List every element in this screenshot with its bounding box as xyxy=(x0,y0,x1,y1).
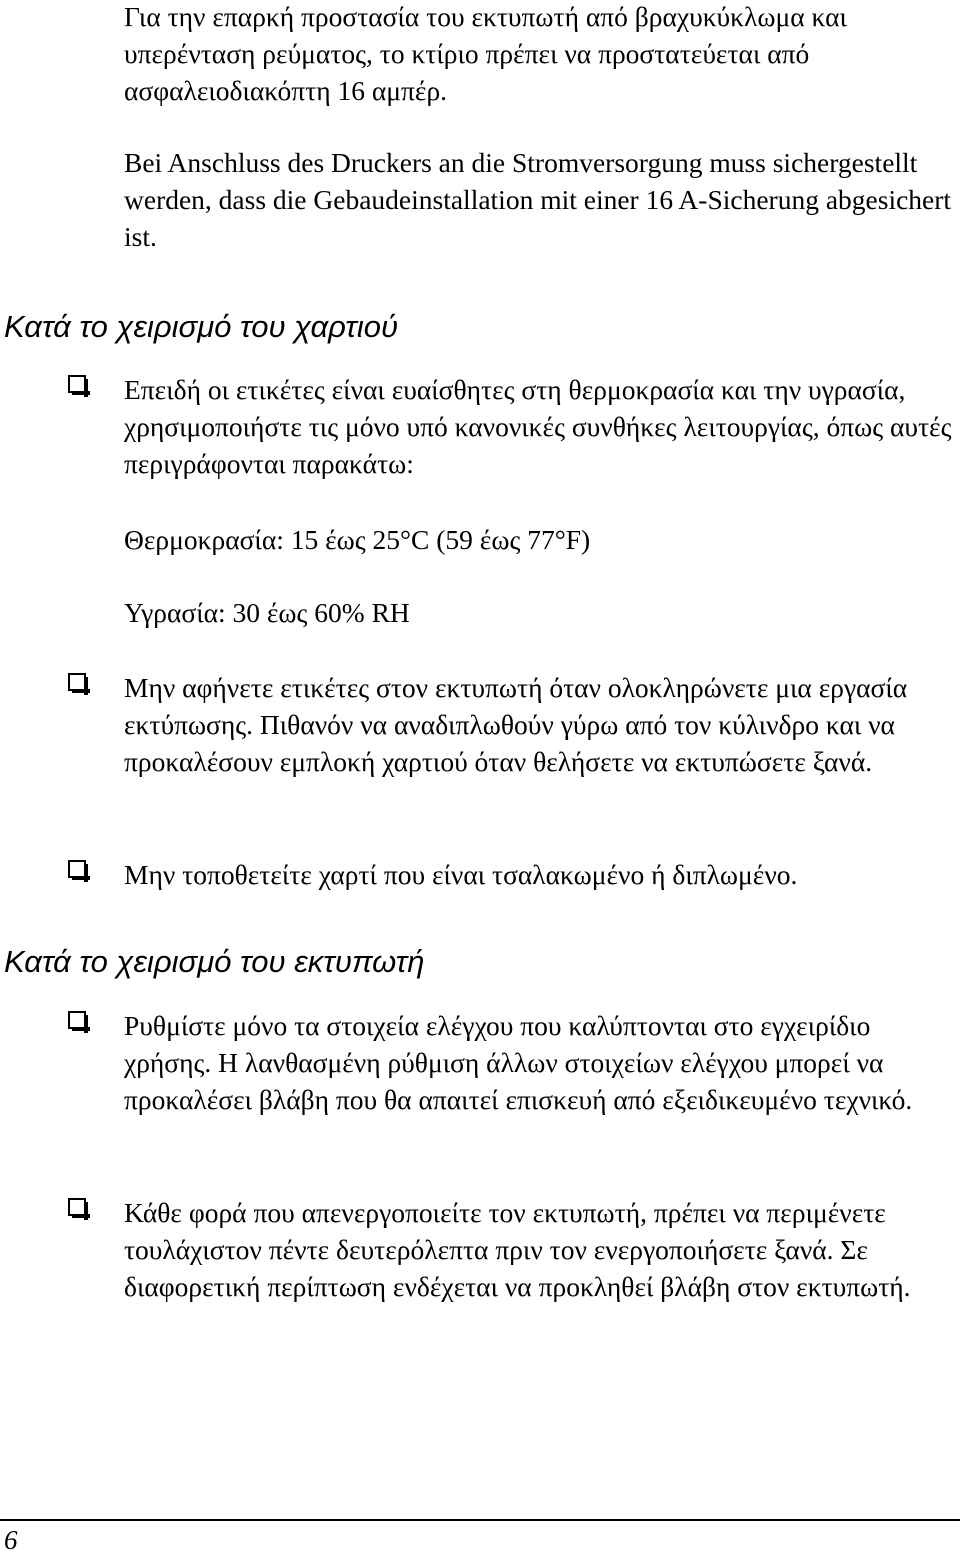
paper-bullet-3-text: Μην τοποθετείτε χαρτί που είναι τσαλακωμένο ή διπλωμένο. xyxy=(124,859,798,890)
checkbox-bullet-icon xyxy=(68,375,86,393)
paper-bullet-1-text: Επειδή οι ετικέτες είναι ευαίσθητες στη θερμοκρασία και την υγρασία, χρησιμοποιήστε τις μόνο υπό κανονικές συνθήκες λειτουργίας, όπως αυτές περιγράφονται παρακάτω: xyxy=(124,374,952,479)
paper-bullet-2-text: Μην αφήνετε ετικέτες στον εκτυπωτή όταν ολοκληρώνετε μια εργασία εκτύπωσης. Πιθανόν να αναδιπλωθούν γύρω από τον κύλινδρο και να προκαλέσουν εμπλοκή χαρτιού όταν θελήσετε να εκτυπώσετε ξανά. xyxy=(124,672,908,777)
printer-bullet-2-text: Κάθε φορά που απενεργοποιείτε τον εκτυπωτή, πρέπει να περιμένετε τουλάχιστον πέντε δευτερόλεπτα πριν τον ενεργοποιήσετε ξανά. Σε διαφορετική περίπτωση ενδέχεται να προκληθεί βλάβη στον εκτυπωτή. xyxy=(124,1197,911,1302)
intro-german-paragraph: Bei Anschluss des Druckers an die Stromversorgung muss sichergestellt werden, dass die Gebaudeinstallation mit einer 16 A-Sicherung abgesichert ist. xyxy=(124,147,952,252)
footer-divider xyxy=(0,1519,960,1521)
temperature-range: Θερμοκρασία: 15 έως 25°C (59 έως 77°F) xyxy=(124,524,591,555)
humidity-range: Υγρασία: 30 έως 60% RH xyxy=(124,597,410,628)
checkbox-bullet-icon xyxy=(68,1011,86,1029)
printer-bullet-1-text: Ρυθμίστε μόνο τα στοιχεία ελέγχου που καλύπτονται στο εγχειρίδιο χρήσης. Η λανθασμένη ρύθμιση άλλων στοιχείων ελέγχου μπορεί να προκαλέσει βλάβη που θα απαιτεί επισκευή από εξειδικευμένο τεχνικό. xyxy=(124,1010,913,1115)
checkbox-bullet-icon xyxy=(68,860,86,878)
page-number: 6 xyxy=(4,1525,18,1555)
paper-section-heading: Κατά το χειρισμό του χαρτιού xyxy=(4,309,399,344)
checkbox-bullet-icon xyxy=(68,1198,86,1216)
printer-section-heading: Κατά το χειρισμό του εκτυπωτή xyxy=(4,944,425,979)
checkbox-bullet-icon xyxy=(68,673,86,691)
intro-greek-paragraph: Για την επαρκή προστασία του εκτυπωτή από βραχυκύκλωμα και υπερένταση ρεύματος, το κτίριο πρέπει να προστατεύεται από ασφαλειοδιακόπτη 16 αμπέρ. xyxy=(124,1,847,106)
